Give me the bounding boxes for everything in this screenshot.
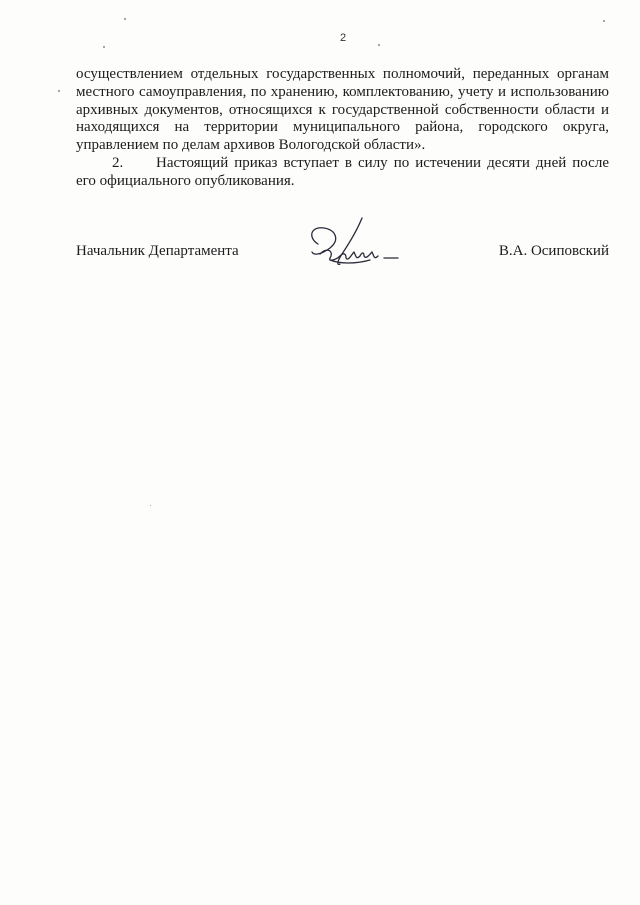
page-number: 2 <box>339 32 347 44</box>
scan-speck <box>150 505 151 506</box>
scan-speck <box>58 90 60 92</box>
item-number: 2. <box>112 154 124 171</box>
item-text: Настоящий приказ вступает в силу по истечении десяти дней после его официального опубликования. <box>76 154 609 189</box>
document-body <box>76 66 609 191</box>
scan-speck <box>378 44 380 46</box>
scan-speck <box>124 18 126 20</box>
signatory-title: Начальник Департамента <box>76 243 239 259</box>
scan-speck <box>603 20 605 22</box>
scan-speck <box>103 46 105 48</box>
paragraph-item-2 <box>76 155 609 191</box>
handwritten-signature <box>300 214 410 274</box>
signatory-name: В.А. Осиповский <box>498 243 609 259</box>
paragraph-continuation: осуществлением отдельных государственных полномочий, переданных органам местного самоуправления, по хранению, комплектованию, учету и использованию архивных документов, относящихся к государственной собственности области и находящихся на территории муниципального района, городского округа, управлением по делам архивов Вологодской области». <box>76 66 609 154</box>
